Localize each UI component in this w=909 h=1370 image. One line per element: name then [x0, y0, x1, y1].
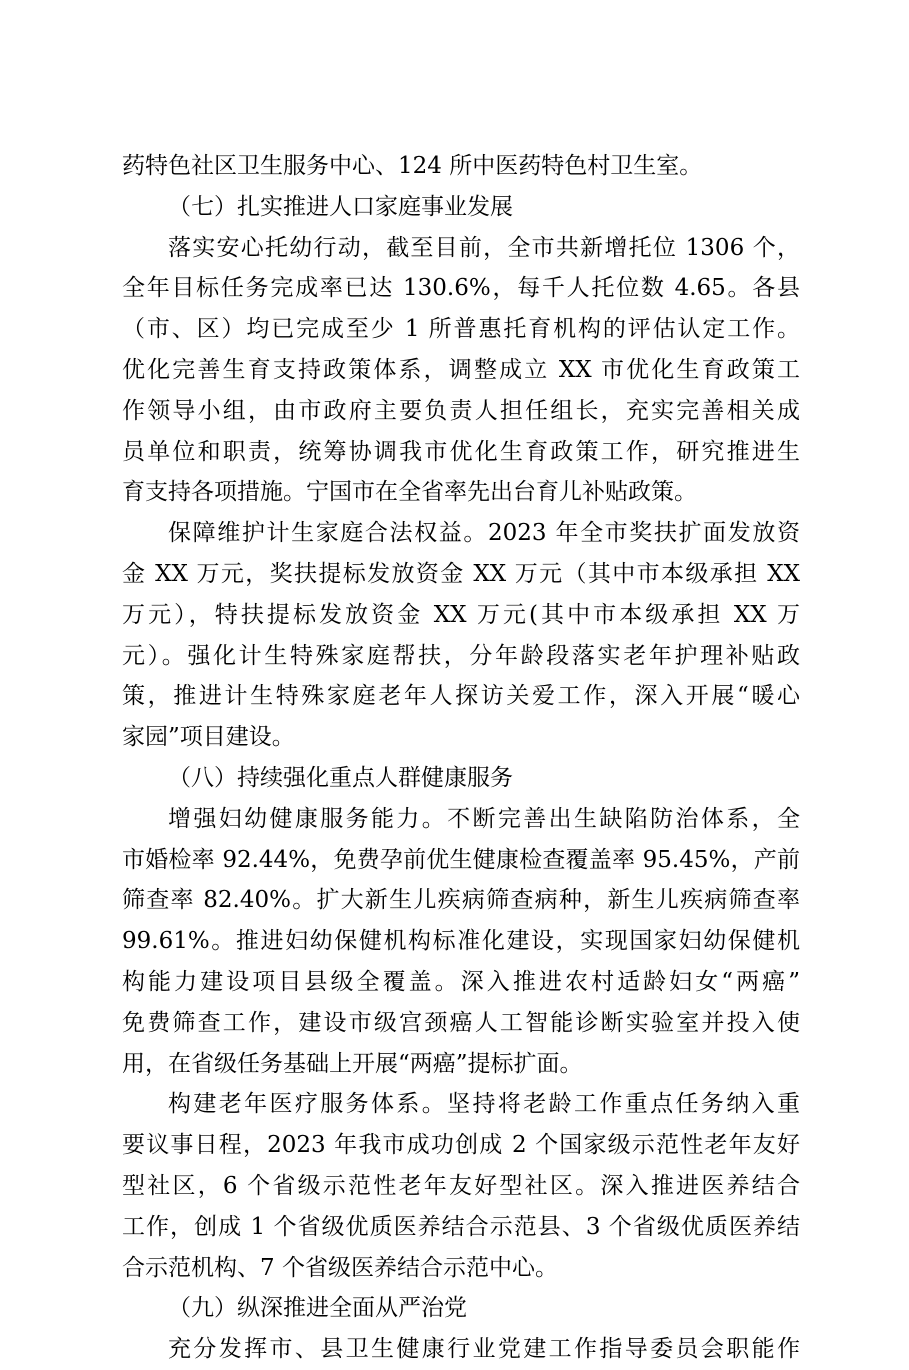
body-text-line: （市、区）均已完成至少 1 所普惠托育机构的评估认定工作。 — [122, 316, 800, 343]
body-text-line: 免费筛查工作，建设市级宫颈癌人工智能诊断实验室并投入使 — [122, 1009, 800, 1036]
body-text-line: 元）。强化计生特殊家庭帮扶，分年龄段落实老年护理补贴政 — [122, 642, 800, 669]
paragraph-first-line: 落实安心托幼行动，截至目前，全市共新增托位 1306 个， — [168, 234, 800, 261]
section-heading-8: （八）持续强化重点人群健康服务 — [168, 764, 513, 791]
paragraph-first-line: 保障维护计生家庭合法权益。2023 年全市奖扶扩面发放资 — [168, 520, 800, 547]
body-text-line: 合示范机构、7 个省级医养结合示范中心。 — [122, 1254, 558, 1281]
body-text-line: 市婚检率 92.44%，免费孕前优生健康检查覆盖率 95.45%，产前 — [122, 846, 800, 873]
body-text-line: 作领导小组，由市政府主要负责人担任组长，充实完善相关成 — [122, 397, 800, 424]
body-text-line: 万元），特扶提标发放资金 XX 万元(其中市本级承担 XX 万 — [122, 601, 800, 628]
body-text-line: 筛查率 82.40%。扩大新生儿疾病筛查病种，新生儿疾病筛查率 — [122, 887, 800, 914]
section-heading-7: （七）扎实推进人口家庭事业发展 — [168, 193, 513, 220]
body-text-line: 员单位和职责，统筹协调我市优化生育政策工作，研究推进生 — [122, 438, 800, 465]
section-heading-9: （九）纵深推进全面从严治党 — [168, 1295, 467, 1322]
body-text-line: 策，推进计生特殊家庭老年人探访关爱工作，深入开展“暖心 — [122, 683, 800, 710]
body-text-line: 工作，创成 1 个省级优质医养结合示范县、3 个省级优质医养结 — [122, 1213, 800, 1240]
body-text-line: 用，在省级任务基础上开展“两癌”提标扩面。 — [122, 1050, 583, 1077]
paragraph-first-line: 构建老年医疗服务体系。坚持将老龄工作重点任务纳入重 — [168, 1091, 800, 1118]
body-text-line: 全年目标任务完成率已达 130.6%，每千人托位数 4.65。各县 — [122, 275, 800, 302]
body-text-line: 构能力建设项目县级全覆盖。深入推进农村适龄妇女“两癌” — [122, 968, 800, 995]
body-text-line: 型社区，6 个省级示范性老年友好型社区。深入推进医养结合 — [122, 1172, 800, 1199]
body-text-line: 家园”项目建设。 — [122, 724, 295, 751]
body-text-line: 药特色社区卫生服务中心、124 所中医药特色村卫生室。 — [122, 153, 703, 179]
body-text-line: 金 XX 万元，奖扶提标发放资金 XX 万元（其中市本级承担 XX — [122, 560, 800, 587]
body-text-line: 99.61%。推进妇幼保健机构标准化建设，实现国家妇幼保健机 — [122, 928, 800, 955]
paragraph-first-line: 充分发挥市、县卫生健康行业党建工作指导委员会职能作 — [168, 1336, 800, 1363]
body-text-line: 育支持各项措施。宁国市在全省率先出台育儿补贴政策。 — [122, 479, 697, 506]
paragraph-first-line: 增强妇幼健康服务能力。不断完善出生缺陷防治体系，全 — [168, 805, 800, 832]
body-text-line: 要议事日程，2023 年我市成功创成 2 个国家级示范性老年友好 — [122, 1132, 800, 1159]
body-text-line: 优化完善生育支持政策体系，调整成立 XX 市优化生育政策工 — [122, 356, 800, 383]
document-body — [122, 146, 800, 1370]
